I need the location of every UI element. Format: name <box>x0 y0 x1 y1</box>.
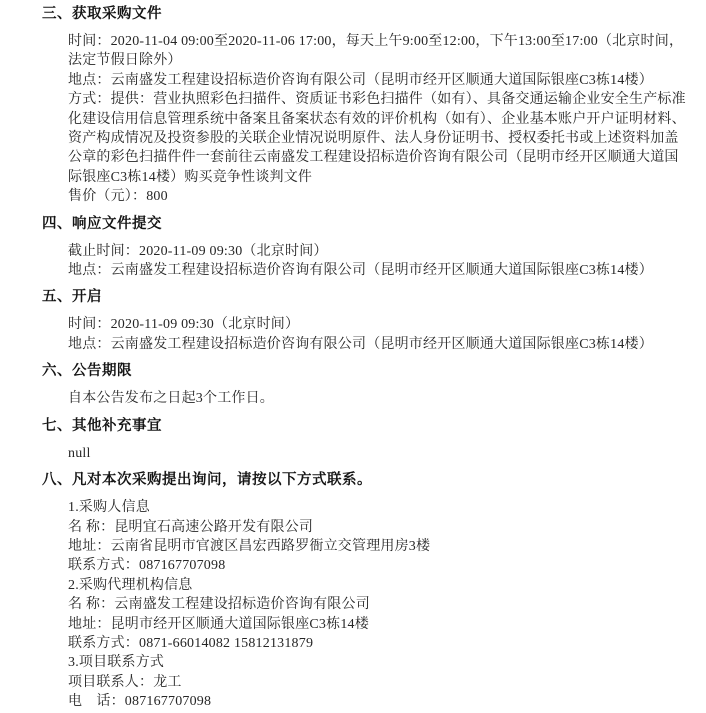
section-body <box>68 444 692 463</box>
paragraph-project-contact-label: 3.项目联系方式 <box>68 655 165 671</box>
paragraph-agency-contact: 联系方式：0871-66014082 15812131879 <box>68 635 314 651</box>
paragraph-location: 地点：云南盛发工程建设招标造价咨询有限公司（昆明市经开区顺通大道国际银座C3栋14楼） <box>68 263 653 279</box>
section-response-document-submission <box>42 215 692 281</box>
section-heading: 六、公告期限 <box>42 363 132 380</box>
section-heading: 三、获取采购文件 <box>42 6 162 22</box>
paragraph-deadline: 截止时间：2020-11-09 09:30（北京时间） <box>68 243 328 259</box>
paragraph-agency-info-label: 2.采购代理机构信息 <box>68 577 193 593</box>
paragraph-time: 时间：2020-11-09 09:30（北京时间） <box>68 317 300 333</box>
paragraph-agency-address: 地址：昆明市经开区顺通大道国际银座C3栋14楼 <box>68 616 369 632</box>
paragraph-project-contact-person: 项目联系人：龙工 <box>68 674 182 690</box>
section-body <box>68 242 692 281</box>
section-heading: 八、凡对本次采购提出询问，请按以下方式联系。 <box>42 472 372 489</box>
paragraph-period: 自本公告发布之日起3个工作日。 <box>68 391 274 407</box>
section-heading: 七、其他补充事宜 <box>42 417 162 434</box>
section-obtain-procurement-documents <box>42 5 692 207</box>
section-other-supplementary-matters <box>42 417 692 463</box>
paragraph-location: 地点：云南盛发工程建设招标造价咨询有限公司（昆明市经开区顺通大道国际银座C3栋14楼） <box>68 336 653 352</box>
paragraph-purchaser-name: 名 称：昆明宜石高速公路开发有限公司 <box>68 519 314 535</box>
section-heading: 四、响应文件提交 <box>42 215 162 232</box>
paragraph-location: 地点：云南盛发工程建设招标造价咨询有限公司（昆明市经开区顺通大道国际银座C3栋14楼） <box>68 72 653 88</box>
section-heading: 五、开启 <box>42 289 102 306</box>
section-body <box>68 498 692 711</box>
paragraph-method: 方式：提供：营业执照彩色扫描件、资质证书彩色扫描件（如有）、具备交通运输企业安全生产标准化建设信用信息管理系统中备案且备案状态有效的评价机构（如有）、企业基本账户开户证明材料、资产构成情况及投资参股的关联企业情况说明原件、法人身份证明书、授权委托书或上述资料加盖公章的彩色扫描件件一套前往云南盛发工程建设招标造价咨询有限公司（昆明市经开区顺通大道国际银座C3栋14楼）购买竞争性谈判文件 <box>68 92 686 185</box>
paragraph-null: null <box>68 445 91 461</box>
section-body <box>68 389 692 408</box>
section-body <box>68 315 692 354</box>
section-contact-information <box>42 471 692 711</box>
paragraph-time: 时间：2020-11-04 09:00至2020-11-06 17:00，每天上午9:00至12:00，下午13:00至17:00（北京时间，法定节假日除外） <box>68 34 684 69</box>
paragraph-purchaser-address: 地址：云南省昆明市官渡区昌宏西路罗衙立交管理用房3楼 <box>68 538 431 554</box>
section-announcement-period <box>42 362 692 408</box>
paragraph-agency-name: 名 称：云南盛发工程建设招标造价咨询有限公司 <box>68 597 370 613</box>
section-opening <box>42 288 692 354</box>
paragraph-project-contact-phone: 电 话：087167707098 <box>68 694 212 710</box>
section-body <box>68 32 692 207</box>
paragraph-purchaser-info-label: 1.采购人信息 <box>68 500 150 516</box>
paragraph-purchaser-contact: 联系方式：087167707098 <box>68 558 226 574</box>
paragraph-price: 售价（元）：800 <box>68 189 168 205</box>
